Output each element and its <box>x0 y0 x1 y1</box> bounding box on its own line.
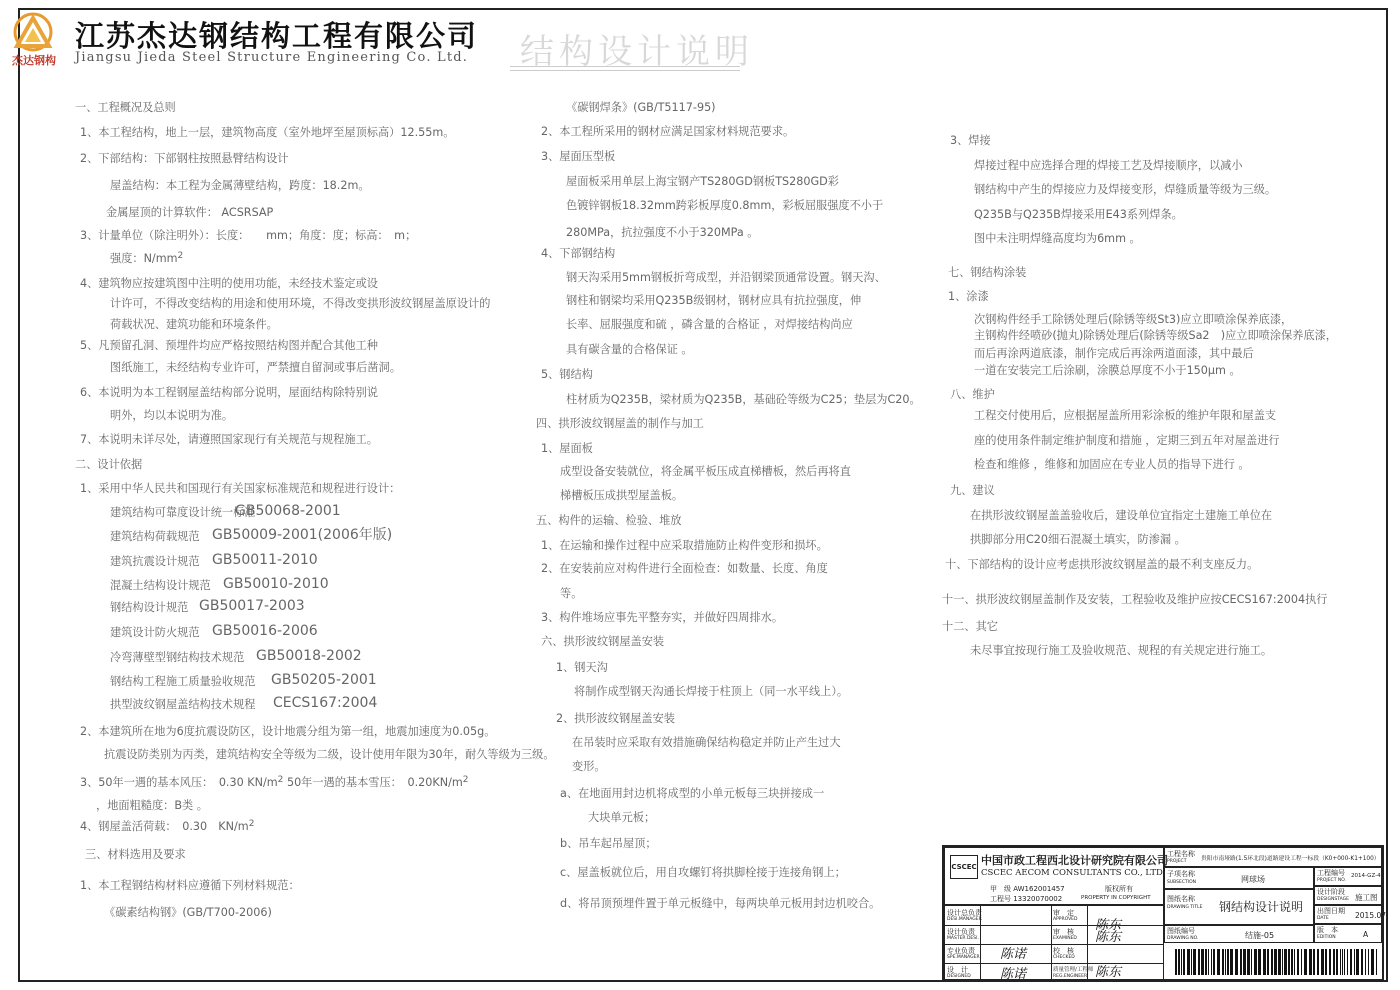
text-line: 荷载状况、建筑功能和环境条件。 <box>110 318 278 331</box>
drawing-title: 钢结构设计说明 <box>1219 900 1304 914</box>
text-line: b、吊车起吊屋顶； <box>560 837 657 850</box>
text-line: 3、屋面压型板 <box>541 150 616 163</box>
standard-row <box>110 552 318 569</box>
cscec-logo: CSCEC <box>950 855 978 879</box>
date-label: 出图日期 <box>1317 907 1345 915</box>
date-label-en: DATE <box>1317 916 1329 921</box>
project-no-label: 工程编号 <box>1317 869 1345 877</box>
text-line: 2、本建筑所在地为6度抗震设防区，设计地震分组为第一组，地震加速度为0.05g。 <box>80 725 496 738</box>
stage-cell <box>1314 886 1382 905</box>
text-line: 次钢构件经手工除锈处理后(除锈等级St3)应立即喷涂保养底漆， <box>974 313 1293 326</box>
section-heading: 七、钢结构涂装 <box>948 266 1027 279</box>
text-line: 1、涂漆 <box>948 290 989 303</box>
section-heading: 十一、拱形波纹钢屋盖制作及安装，工程验收及维护应按CECS167:2004执行 <box>942 593 1328 606</box>
subproject-label-en: SUBSECTION <box>1167 880 1196 885</box>
standard-name: 建筑结构可靠度设计统一标准 <box>110 506 256 519</box>
project-no: 2014-GZ-42 <box>1351 873 1385 879</box>
date: 2015.07 <box>1355 911 1387 920</box>
section-heading: 九、建议 <box>950 484 995 497</box>
check-label-en: CHECKED <box>1053 955 1075 960</box>
org-name-en: CSCEC AECOM CONSULTANTS CO., LTD <box>981 868 1163 878</box>
standard-code: GB50011-2010 <box>212 552 318 568</box>
superscript: 2 <box>277 775 284 785</box>
title-underline <box>510 66 740 67</box>
section-heading: 十二、其它 <box>942 620 998 633</box>
section-heading: 四、拱形波纹钢屋盖的制作与加工 <box>536 417 704 430</box>
check-label: 校 核 <box>1053 947 1074 955</box>
standard-name: 建筑抗震设计规范 <box>110 555 200 568</box>
text-line: 6、本说明为本工程钢屋盖结构部分说明，屋面结构除特别说 <box>80 386 378 399</box>
stage-label: 设计阶段 <box>1317 888 1345 896</box>
standard-name: 建筑设计防火规范 <box>110 626 200 639</box>
standard-code: GB50010-2010 <box>223 576 329 592</box>
standard-row <box>110 672 377 689</box>
standard-row <box>110 598 305 615</box>
text-line: 梯槽板压成拱型屋盖板。 <box>560 489 684 502</box>
edition-label-en: EDITION <box>1317 935 1336 940</box>
text-line: 1、在运输和操作过程中应采取措施防止构件变形和损坏。 <box>541 539 828 552</box>
text-line: 《碳钢焊条》(GB/T5117-95) <box>566 101 716 114</box>
text-line <box>110 252 183 266</box>
standard-row <box>110 576 329 593</box>
certificate: 甲 级 AW162001457 <box>990 885 1065 893</box>
role-label-en: MASTER DESI. <box>947 936 979 941</box>
text-line <box>80 776 468 790</box>
project-code: 工程号 13320070002 <box>990 895 1063 903</box>
role-label-en: DESI.MANAGER <box>947 917 982 922</box>
text-line: 7、本说明未详尽处，请遵照国家现行有关规范与规程施工。 <box>80 433 378 446</box>
text-line: 检查和维修 ，维修和加固应在专业人员的指导下进行 。 <box>974 458 1250 471</box>
text-line: 钢柱和钢梁均采用Q235B级钢材，钢材应具有抗拉强度，伸 <box>566 294 862 307</box>
text-line: 座的使用条件制定维护制度和措施 ，定期三到五年对屋盖进行 <box>974 434 1280 447</box>
text-line: 屋盖结构：本工程为金属薄壁结构，跨度：18.2m。 <box>110 179 370 192</box>
text-line: 1、钢天沟 <box>556 661 608 674</box>
role-label: 专业负责 <box>947 947 975 955</box>
text-line: 5、钢结构 <box>541 368 593 381</box>
title-underline <box>510 70 740 71</box>
section-heading: 六、拱形波纹钢屋盖安装 <box>541 635 665 648</box>
text-line <box>80 820 254 834</box>
superscript: 2 <box>177 251 184 261</box>
standard-name: 混凝土结构设计规范 <box>110 579 211 592</box>
org-name-cn: 中国市政工程西北设计研究院有限公司 <box>981 854 1168 867</box>
text-line: 一道在安装完工后涂刷，涂膜总厚度不小于150μm 。 <box>974 364 1241 377</box>
standard-code: CECS167:2004 <box>273 695 378 711</box>
text-line: 1、屋面板 <box>541 442 593 455</box>
project-cell <box>1164 847 1382 867</box>
text-line: 拱脚部分用C20细石混凝土填实，防渗漏 。 <box>970 533 1186 546</box>
standard-row <box>110 648 362 665</box>
text-line: 3、构件堆场应事先平整夯实，并做好四周排水。 <box>541 611 784 624</box>
barcode <box>1173 947 1383 977</box>
edition-label: 版 本 <box>1317 926 1338 934</box>
signature: 陈诺 <box>1000 947 1027 962</box>
section-heading: 三、材料选用及要求 <box>85 848 186 861</box>
signature-grid <box>944 905 1164 981</box>
drawing-title-cell <box>1164 889 1314 925</box>
text-line: 4、下部钢结构 <box>541 247 616 260</box>
text-line: 图中未注明焊缝高度均为6mm 。 <box>974 232 1141 245</box>
text-line: 2、拱形波纹钢屋盖安装 <box>556 712 675 725</box>
drawing-no-cell <box>1164 925 1314 943</box>
text-fragment: 3、50年一遇的基本风压： 0.30 KN/m <box>80 776 278 789</box>
copyright-en: PROPERTY IN COPYRIGHT <box>1081 895 1151 901</box>
signature: 陈诺 <box>1000 967 1027 982</box>
section-heading: 十、下部结构的设计应考虑拱形波纹钢屋盖的最不利支座反力。 <box>945 558 1259 571</box>
signature: 陈东 <box>1095 918 1122 933</box>
stage-label-en: DESIGNSTAGE <box>1317 897 1349 902</box>
project-label-en: PROJECT <box>1167 859 1187 864</box>
signature: 陈东 <box>1095 965 1122 980</box>
text-line: 1、本工程钢结构材料应遵循下列材料规范： <box>80 879 300 892</box>
subproject-name: 网球场 <box>1241 875 1265 884</box>
section-heading: 二、设计依据 <box>75 458 143 471</box>
project-no-label-en: PROJECT NO. <box>1317 878 1347 883</box>
subproject-label: 子项名称 <box>1167 870 1195 878</box>
text-line: 计许可，不得改变结构的用途和使用环境，不得改变拱形波纹钢屋盖原设计的 <box>110 297 491 310</box>
text-line: 抗震设防类别为丙类，建筑结构安全等级为二级，设计使用年限为30年，耐久等级为三级。 <box>104 748 555 761</box>
check-label-en: EXAMINED <box>1053 936 1077 941</box>
standard-name: 建筑结构荷载规范 <box>110 530 200 543</box>
text-line: 金属屋顶的计算软件： ACSRSAP <box>106 206 274 219</box>
superscript: 2 <box>248 819 255 829</box>
subproject-cell <box>1164 867 1314 889</box>
company-name-cn: 江苏杰达钢结构工程有限公司 <box>75 19 479 53</box>
check-label: 审 核 <box>1053 928 1074 936</box>
text-line: c、屋盖板就位后，用自攻螺钉将拱脚栓接于连接角钢上； <box>560 866 846 879</box>
standard-code: GB50068-2001 <box>235 503 341 519</box>
text-line: 280MPa，抗拉强度不小于320MPa 。 <box>566 226 759 239</box>
role-label: 设计负责 <box>947 928 975 936</box>
standard-row <box>110 503 341 520</box>
standard-name: 拱型波纹钢屋盖结构技术规程 <box>110 698 256 711</box>
text-line: 明外，均以本说明为准。 <box>110 409 234 422</box>
text-line: 成型设备安装就位，将金属平板压成直梯槽板，然后再将直 <box>560 465 851 478</box>
company-name-en: Jiangsu Jieda Steel Structure Engineering Co. Ltd. <box>75 50 469 65</box>
text-line: 大块单元板； <box>588 811 656 824</box>
standard-name: 冷弯薄壁型钢结构技术规范 <box>110 651 245 664</box>
logo-label: 杰达钢构 <box>12 54 56 67</box>
text-line: 在拱形波纹钢屋盖盖验收后，建设单位宜指定土建施工单位在 <box>970 509 1273 522</box>
text-line: a、在地面用封边机将成型的小单元板每三块拼接成一 <box>560 787 825 800</box>
project-label: 工程名称 <box>1167 850 1195 858</box>
standard-row <box>110 623 318 640</box>
title-block <box>942 845 1387 982</box>
text-line: 变形。 <box>572 760 606 773</box>
copyright-cn: 版权所有 <box>1105 885 1133 893</box>
text-line: Q235B与Q235B焊接采用E43系列焊条。 <box>974 208 1183 221</box>
text-line: 色镀锌钢板18.32mm跨彩板厚度0.8mm，彩板屈服强度不小于 <box>566 199 884 212</box>
section-heading: 一、工程概况及总则 <box>75 101 176 114</box>
text-line: d、将吊顶预埋件置于单元板缝中，每两块单元板用封边机咬合。 <box>560 897 881 910</box>
text-line: 3、计量单位（除注明外）：长度： mm；角度：度；标高： m； <box>80 229 417 242</box>
text-line: 焊接过程中应选择合理的焊接工艺及焊接顺序，以减小 <box>974 159 1243 172</box>
edition: A <box>1363 930 1369 939</box>
edition-cell <box>1314 924 1382 943</box>
text-line: 长率、屈服强度和硫 ，磷含量的合格证 ，对焊接结构尚应 <box>566 318 853 331</box>
text-line: 5、凡预留孔洞、预埋件均应严格按照结构图并配合其他工种 <box>80 339 378 352</box>
text-line: 1、采用中华人民共和国现行有关国家标准规范和规程进行设计： <box>80 482 401 495</box>
project-no-cell <box>1314 867 1385 886</box>
standard-name: 钢结构设计规范 <box>110 601 189 614</box>
role-label: 设 计 <box>947 966 968 974</box>
text-line: 4、建筑物应按建筑图中注明的使用功能，未经技术鉴定或设 <box>80 277 378 290</box>
drawing-title-label: 图纸名称 <box>1167 895 1195 903</box>
check-label-en: APPROVED <box>1053 917 1078 922</box>
drawing-title-label-en: DRAWING TITLE <box>1167 905 1203 910</box>
text-line: 屋面板采用单层上海宝钢产TS280GD钢板TS280GD彩 <box>566 175 839 188</box>
text-line: 2、下部结构：下部钢柱按照悬臂结构设计 <box>80 152 289 165</box>
text-line: 柱材质为Q235B，梁材质为Q235B，基础砼等级为C25；垫层为C20。 <box>566 393 921 406</box>
section-heading: 八、维护 <box>950 388 995 401</box>
text-line: 工程交付使用后，应根据屋盖所用彩涂板的维护年限和屋盖支 <box>974 409 1277 422</box>
text-line: 2、本工程所采用的钢材应满足国家材料规范要求。 <box>541 125 795 138</box>
section-heading: 五、构件的运输、检验、堆放 <box>536 514 682 527</box>
page-title: 结构设计说明 <box>520 32 754 72</box>
text-line: 钢结构中产生的焊接应力及焊接变形，焊缝质量等级为三级。 <box>974 183 1277 196</box>
text-line: 具有碳含量的合格保证 。 <box>566 343 693 356</box>
drawing-no: 结施-05 <box>1245 931 1275 940</box>
standard-row <box>110 527 393 544</box>
standard-code: GB50016-2006 <box>212 623 318 639</box>
text-fragment: 50年一遇的基本雪压： 0.20KN/m <box>283 776 463 789</box>
check-label-en: REG.ENGINEER <box>1053 974 1088 979</box>
text-line: 3、焊接 <box>950 134 991 147</box>
text-line: 等。 <box>560 587 583 600</box>
text-line: 在吊装时应采取有效措施确保结构稳定并防止产生过大 <box>572 736 841 749</box>
standard-name: 钢结构工程施工质量验收规范 <box>110 675 256 688</box>
standard-code: GB50009-2001(2006年版) <box>212 527 393 543</box>
standard-code: GB50205-2001 <box>271 672 377 688</box>
signature: 陈东 <box>1095 930 1122 945</box>
superscript: 2 <box>462 775 469 785</box>
text-line: 2、在安装前应对构件进行全面检查：如数量、长度、角度 <box>541 562 828 575</box>
text-line: 图纸施工，未经结构专业许可，严禁擅自留洞或事后凿洞。 <box>110 361 401 374</box>
standard-code: GB50018-2002 <box>256 648 362 664</box>
text-fragment: 强度：N/mm <box>110 252 178 265</box>
check-label: 审 定 <box>1053 909 1074 917</box>
role-label: 设计总负责 <box>947 909 982 917</box>
project-name: 贵阳市南垭路(1.5环北段)道路建设工程一标段（K0+000-K1+100） <box>1201 856 1380 862</box>
drawing-no-label-en: DRAWING NO. <box>1167 936 1199 941</box>
text-line: 1、本工程结构，地上一层，建筑物高度（室外地坪至屋顶标高）12.55m。 <box>80 126 455 139</box>
text-line: ，地面粗糙度：B类 。 <box>96 799 208 812</box>
text-fragment: 4、钢屋盖活荷载： 0.30 KN/m <box>80 820 249 833</box>
role-label-en: SPE.MANAGER <box>947 955 980 960</box>
text-line: 将制作成型钢天沟通长焊接于柱顶上（同一水平线上）。 <box>574 685 849 698</box>
standard-row <box>110 695 378 712</box>
text-line: 钢天沟采用5mm钢板折弯成型，并沿钢梁顶通常设置。钢天沟、 <box>566 271 886 284</box>
standard-code: GB50017-2003 <box>199 598 305 614</box>
role-label-en: DESIGNED <box>947 974 971 979</box>
drawing-no-label: 图纸编号 <box>1167 927 1195 935</box>
check-label: 质量管理/工程师 <box>1053 967 1094 973</box>
text-line: 未尽事宜按现行施工及验收规范、规程的有关规定进行施工。 <box>970 644 1273 657</box>
text-line: 《碳素结构钢》(GB/T700-2006) <box>104 906 272 919</box>
org-cell <box>944 847 1168 905</box>
text-line: 而后再涂两道底漆，制作完成后再涂两道面漆，其中最后 <box>974 347 1254 360</box>
date-cell <box>1314 905 1387 924</box>
text-line: 主钢构件经喷砂(抛丸)除锈处理后(除锈等级Sa2 )应立即喷涂保养底漆， <box>974 329 1337 342</box>
stage: 施工图 <box>1355 893 1378 902</box>
